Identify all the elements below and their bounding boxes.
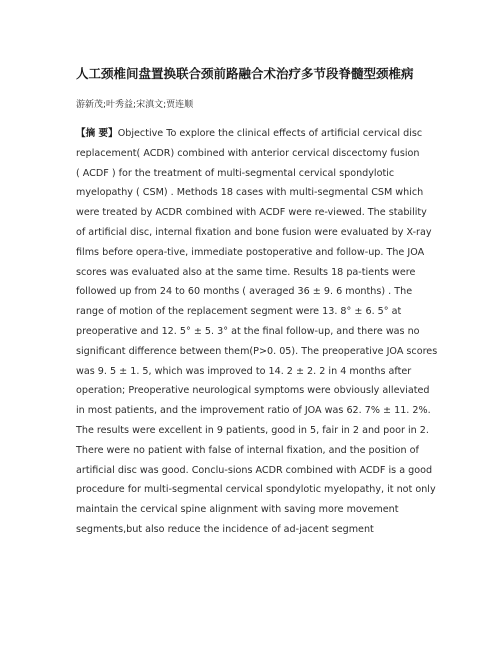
abstract-line: ( ACDF ) for the treatment of multi-segmental cervical spondylotic	[76, 167, 395, 179]
abstract-line: There were no patient with false of internal fixation, and the position of	[76, 444, 419, 456]
abstract-line: followed up from 24 to 60 months ( averaged 36 ± 9. 6 months) . The	[76, 286, 413, 298]
abstract-line: procedure for multi-segmental cervical spondylotic myelopathy, it not only	[76, 484, 436, 496]
abstract-body	[76, 124, 438, 540]
abstract-line: myelopathy ( CSM) . Methods 18 cases with multi-segmental CSM which	[76, 187, 424, 199]
abstract-line: The results were excellent in 9 patients, good in 5, fair in 2 and poor in 2.	[76, 424, 429, 436]
abstract-line: operation; Preoperative neurological symptoms were obviously alleviated	[76, 385, 430, 397]
abstract-line	[76, 124, 428, 144]
abstract-label: 【摘 要】	[76, 128, 118, 139]
abstract-line: were treated by ACDR combined with ACDF were re-viewed. The stability	[76, 207, 427, 219]
abstract-line: segments,but also reduce the incidence of ad-jacent segment	[76, 523, 374, 535]
abstract-line: range of motion of the replacement segment were 13. 8° ± 6. 5° at	[76, 306, 402, 318]
abstract-line: in most patients, and the improvement ratio of JOA was 62. 7% ± 11. 2%.	[76, 405, 431, 417]
abstract-line: films before opera-tive, immediate postoperative and follow-up. The JOA	[76, 246, 425, 258]
abstract-line: significant difference between them(P>0. 05). The preoperative JOA scores	[76, 345, 438, 357]
abstract-line-text: Objective To explore the clinical effects of artificial cervical disc	[117, 128, 423, 139]
abstract-line: scores was evaluated also at the same time. Results 18 pa-tients were	[76, 266, 416, 278]
abstract-line: was 9. 5 ± 1. 5, which was improved to 14. 2 ± 2. 2 in 4 months after	[76, 365, 412, 377]
abstract-line: of artificial disc, internal fixation and bone fusion were evaluated by X-ray	[76, 226, 432, 238]
author-list: 游新茂;叶秀益;宋滇文;贾连顺	[76, 100, 194, 110]
abstract-line: maintain the cervical spine alignment with saving more movement	[76, 504, 399, 516]
abstract-line: preoperative and 12. 5° ± 5. 3° at the final follow-up, and there was no	[76, 325, 420, 337]
page-title: 人工颈椎间盘置换联合颈前路融合术治疗多节段脊髓型颈椎病	[76, 66, 414, 81]
abstract-line: replacement( ACDR) combined with anterior cervical discectomy fusion	[76, 147, 420, 159]
abstract-line: artificial disc was good. Conclu-sions ACDR combined with ACDF is a good	[76, 464, 433, 476]
